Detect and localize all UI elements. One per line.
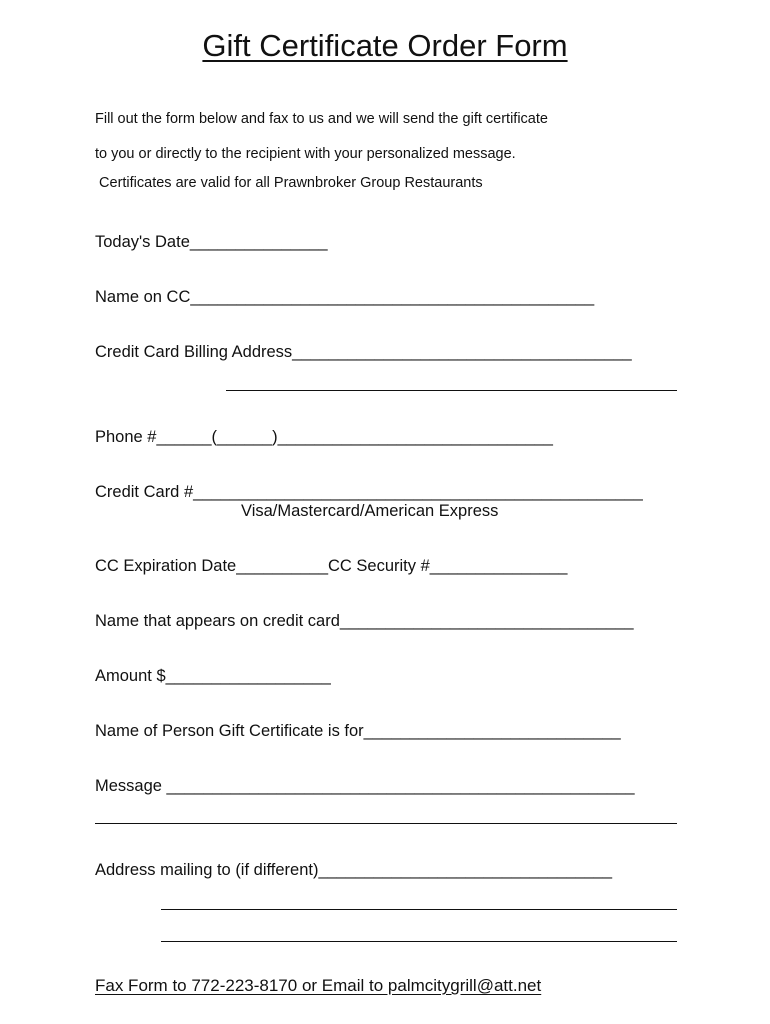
card-types-label: Visa/Mastercard/American Express [241, 502, 499, 520]
intro-line-1: Fill out the form below and fax to us and we will send the gift certificate [95, 111, 548, 127]
amount-field[interactable]: Amount $__________________ [95, 667, 331, 685]
recipient-name-field[interactable]: Name of Person Gift Certificate is for____________________________ [95, 722, 621, 740]
message-field[interactable]: Message ___________________________________________________ [95, 777, 635, 795]
message-line-2[interactable] [95, 823, 677, 824]
page-title: Gift Certificate Order Form [202, 28, 568, 63]
todays-date-field[interactable]: Today's Date_______________ [95, 233, 328, 251]
name-on-cc-field[interactable]: Name on CC____________________________________________ [95, 288, 595, 306]
mailing-address-line-2[interactable] [161, 909, 677, 910]
fax-email-footer: Fax Form to 772-223-8170 or Email to palmcitygrill@att.net [95, 976, 542, 995]
intro-line-3: Certificates are valid for all Prawnbroker Group Restaurants [95, 175, 483, 191]
mailing-address-line-3[interactable] [161, 941, 677, 942]
cc-expiration-security-field[interactable]: CC Expiration Date__________CC Security #_______________ [95, 557, 568, 575]
mailing-address-field[interactable]: Address mailing to (if different)________________________________ [95, 861, 613, 879]
billing-address-line-2[interactable] [226, 390, 677, 391]
credit-card-field[interactable]: Credit Card #_________________________________________________ [95, 483, 643, 501]
billing-address-field[interactable]: Credit Card Billing Address_____________________________________ [95, 343, 632, 361]
intro-line-2: to you or directly to the recipient with your personalized message. [95, 146, 516, 162]
name-on-card-field[interactable]: Name that appears on credit card________________________________ [95, 612, 634, 630]
phone-field[interactable]: Phone #______(______)______________________________ [95, 428, 553, 446]
